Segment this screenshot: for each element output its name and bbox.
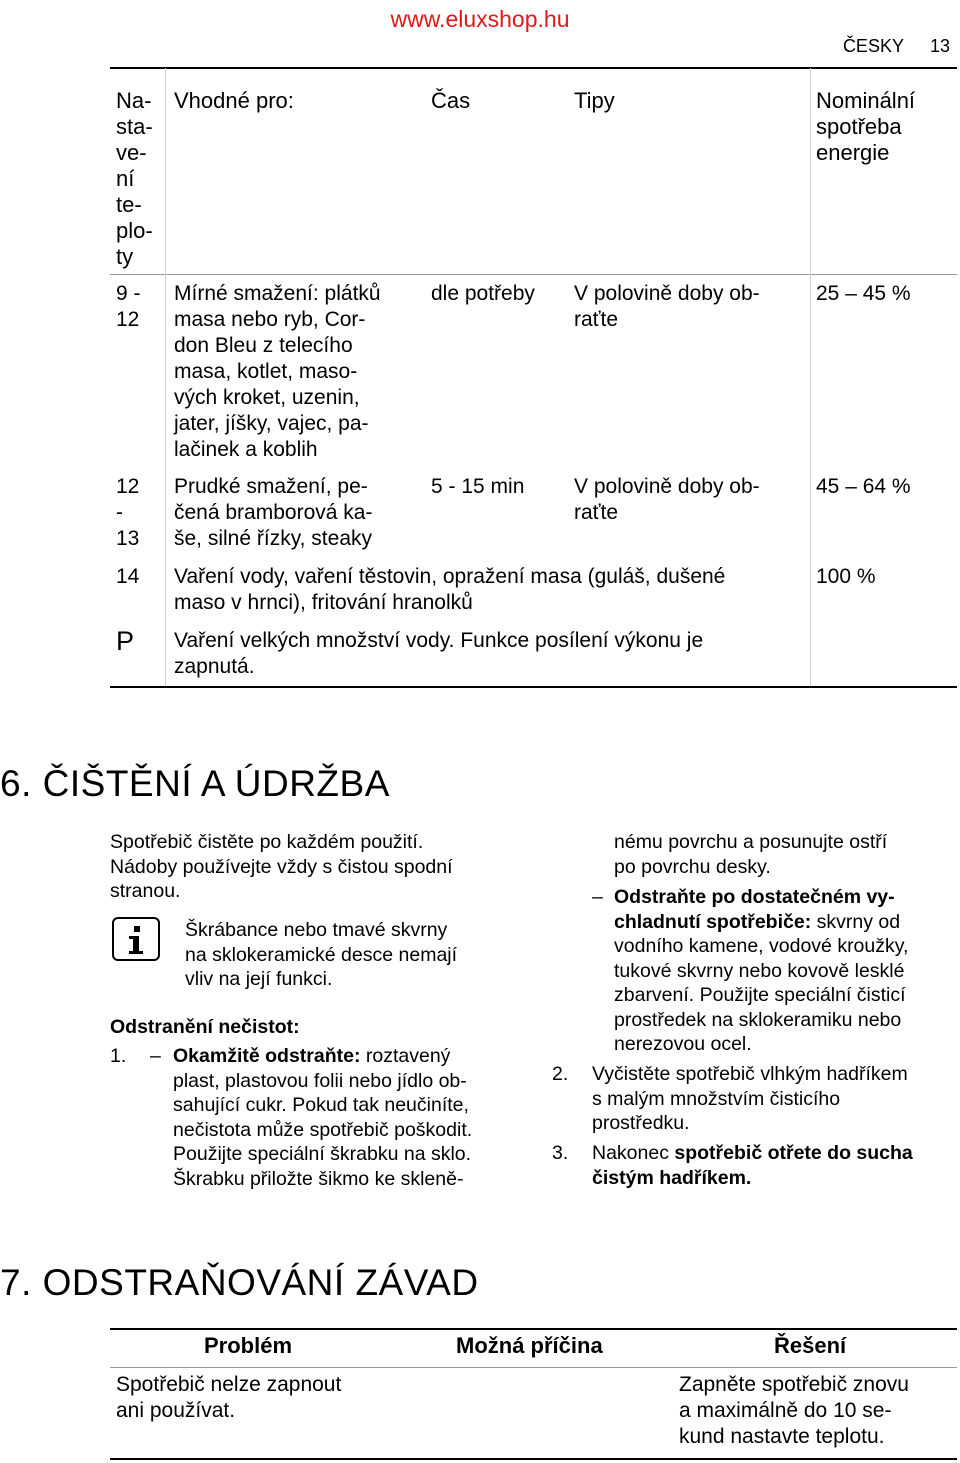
page-number: 13 <box>929 36 950 56</box>
row2-suitable: Prudké smažení, pe- čená bramborová ka- še, silné řízky, steaky <box>174 475 373 550</box>
section7-number: 7. <box>0 1262 32 1303</box>
table-bottom-rule <box>110 1458 957 1460</box>
row1-setting: 9 - 12 <box>116 282 141 331</box>
header-tips: Tipy <box>574 88 615 113</box>
table-top-rule <box>110 67 957 69</box>
header-suitable: Vhodné pro: <box>174 88 294 113</box>
row1-time: dle potřeby <box>431 282 535 305</box>
row4-suitable: Vaření velkých množství vody. Funkce posílení výkonu je zapnutá. <box>174 629 704 678</box>
step1-dash: – <box>150 1045 161 1067</box>
cleaning-subheading: Odstranění nečistot: <box>110 1016 300 1038</box>
section6-heading <box>0 763 390 805</box>
header-setting: Na- sta- ve- ní te- plo- ty <box>116 88 153 269</box>
step2-text: Vyčistěte spotřebič vlhkým hadříkem s malým množstvím čisticího prostředku. <box>592 1063 908 1134</box>
row2-tips: V polovině doby ob- raťte <box>574 475 760 524</box>
info-icon-dot <box>134 926 140 932</box>
row1-energy: 25 – 45 % <box>816 282 911 305</box>
row4-setting-boost-symbol: P <box>116 626 135 656</box>
step1-text: Okamžitě odstraňte: roztavený plast, plastovou folii nebo jídlo ob- sahující cukr. Pokud tak neučiníte, nečistota může spotřebič poškodit. Použijte speciální škrabku na sklo. Škrabku přiložte šikmo ke skleně- <box>173 1045 473 1190</box>
page-header <box>817 36 950 57</box>
watermark: www.eluxshop.hu <box>390 6 570 32</box>
step2-number: 2. <box>552 1063 569 1085</box>
header-time: Čas <box>431 88 471 113</box>
header-cause: Možná příčina <box>456 1333 603 1358</box>
section6-title: ČIŠTĚNÍ A ÚDRŽBA <box>42 763 390 804</box>
row3-setting: 14 <box>116 565 140 588</box>
info-icon <box>112 917 160 961</box>
row-problem: Spotřebič nelze zapnout ani používat. <box>116 1373 342 1422</box>
table-top-rule <box>110 1328 957 1330</box>
section7-title: ODSTRAŇOVÁNÍ ZÁVAD <box>42 1262 479 1303</box>
section7-heading <box>0 1262 479 1304</box>
row3-energy: 100 % <box>816 565 876 588</box>
header-problem: Problém <box>204 1333 293 1358</box>
table-header-rule <box>110 1367 957 1368</box>
info-note-text: Škrábance nebo tmavé skvrny na sklokeramické desce nemají vliv na její funkci. <box>185 919 458 990</box>
step1b-dash: – <box>592 886 603 908</box>
row3-suitable: Vaření vody, vaření těstovin, opražení masa (guláš, dušené maso v hrnci), fritování hranolků <box>174 565 726 614</box>
step3-text: Nakonec spotřebič otřete do sucha čistým hadříkem. <box>592 1142 913 1189</box>
section6-intro: Spotřebič čistěte po každém použití. Nádoby používejte vždy s čistou spodní stranou. <box>110 831 453 902</box>
column-divider <box>165 68 166 686</box>
header-solution: Řešení <box>774 1333 847 1358</box>
language-label: ČESKY <box>842 36 904 56</box>
table-bottom-rule <box>110 686 957 688</box>
row2-setting: 12 - 13 <box>116 475 140 550</box>
step1-number: 1. <box>110 1045 127 1067</box>
row1-suitable: Mírné smažení: plátků masa nebo ryb, Cor- don Bleu z telecího masa, kotlet, maso- vých kroket, uzenin, jater, jíšky, vajec, pa- lačinek a koblih <box>174 282 381 461</box>
table-header-rule <box>110 274 957 275</box>
column-divider <box>810 68 811 686</box>
row2-time: 5 - 15 min <box>431 475 525 498</box>
row-solution: Zapněte spotřebič znovu a maximálně do 10 se- kund nastavte teplotu. <box>679 1373 909 1448</box>
step1b-text: Odstraňte po dostatečném vy- chladnutí spotřebiče: skvrny od vodního kamene, vodové kroužky, tukové skvrny nebo kovově lesklé zbarvení. Použijte speciální čisticí prostředek na sklokeramiku nebo nerezovou ocel. <box>614 886 909 1055</box>
info-icon-base <box>129 951 143 954</box>
row1-tips: V polovině doby ob- raťte <box>574 282 760 331</box>
section6-number: 6. <box>0 763 32 804</box>
header-energy: Nominální spotřeba energie <box>816 88 916 165</box>
step3-number: 3. <box>552 1142 569 1164</box>
step1-continuation: nému povrchu a posunujte ostří po povrchu desky. <box>614 831 888 878</box>
row2-energy: 45 – 64 % <box>816 475 911 498</box>
